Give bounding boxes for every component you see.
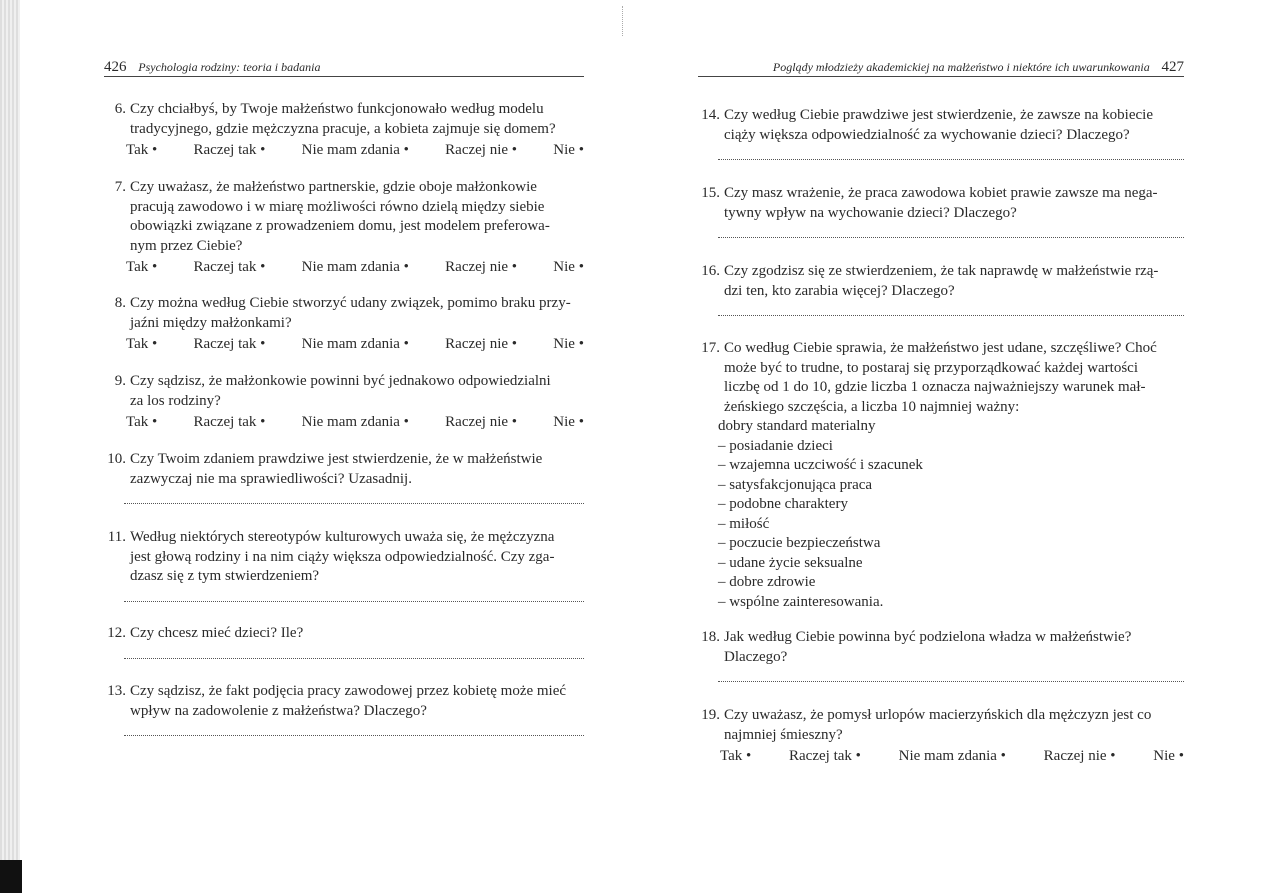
answer-line[interactable] <box>124 601 584 602</box>
question-text: najmniej śmieszny? <box>724 726 843 743</box>
answer-scale <box>104 258 584 278</box>
answer-option[interactable]: Nie mam zdania • <box>301 142 409 158</box>
answer-option[interactable]: Nie mam zdania • <box>301 414 409 430</box>
question-number: 13. <box>107 683 126 699</box>
running-head-right <box>698 58 1184 77</box>
question-8 <box>104 294 584 355</box>
question-text: jest głową rodziny i na nim ciąży większa odpowiedzialność. Czy zga- <box>130 548 555 565</box>
question-text: Według niektórych stereotypów kulturowych uważa się, że mężczyzna <box>130 529 555 545</box>
running-title: Poglądy młodzieży akademickiej na małżeństwo i niektóre ich uwarunkowania <box>772 60 1150 74</box>
answer-option[interactable]: Tak • <box>126 414 158 430</box>
question-number: 8. <box>114 295 126 311</box>
question-number: 11. <box>107 529 126 545</box>
question-text: Czy uważasz, że pomysł urlopów macierzyńskich dla mężczyzn jest co <box>724 707 1152 723</box>
value-item[interactable]: – podobne charaktery <box>718 496 848 512</box>
question-number: 7. <box>114 179 126 195</box>
question-text: dzi ten, kto zarabia więcej? Dlaczego? <box>724 282 955 299</box>
question-text: tywny wpływ na wychowanie dzieci? Dlaczego? <box>724 204 1017 221</box>
answer-option[interactable]: Raczej tak • <box>193 336 266 352</box>
question-number: 18. <box>701 629 720 645</box>
answer-scale <box>104 141 584 161</box>
question-11 <box>104 528 584 602</box>
question-text: jaźni między małżonkami? <box>130 314 292 331</box>
answer-line[interactable] <box>718 315 1184 316</box>
question-text: Jak według Ciebie powinna być podzielona władza w małżeństwie? <box>724 629 1132 645</box>
question-number: 16. <box>701 263 720 279</box>
answer-option[interactable]: Raczej nie • <box>445 259 518 275</box>
question-17 <box>698 339 1184 612</box>
question-19 <box>698 706 1184 767</box>
answer-option[interactable]: Tak • <box>720 748 752 764</box>
running-head-left <box>104 58 584 77</box>
answer-option[interactable]: Raczej tak • <box>789 748 861 764</box>
question-text: Czy Twoim zdaniem prawdziwe jest stwierdzenie, że w małżeństwie <box>130 451 543 467</box>
question-text: ciąży większa odpowiedzialność za wychowanie dzieci? Dlaczego? <box>724 126 1130 143</box>
question-text: Czy zgodzisz się ze stwierdzeniem, że tak naprawdę w małżeństwie rzą- <box>724 263 1159 279</box>
answer-option[interactable]: Raczej nie • <box>445 414 518 430</box>
answer-option[interactable]: Tak • <box>126 142 158 158</box>
question-text: może być to trudne, to postaraj się przyporządkować każdej wartości <box>724 359 1139 376</box>
answer-option[interactable]: Raczej nie • <box>445 336 518 352</box>
answer-option[interactable]: Nie mam zdania • <box>301 259 409 275</box>
answer-option[interactable]: Nie • <box>553 259 584 275</box>
answer-line[interactable] <box>718 159 1184 160</box>
value-item[interactable]: – wzajemna uczciwość i szacunek <box>718 457 923 473</box>
answer-option[interactable]: Nie mam zdania • <box>898 748 1006 764</box>
value-item[interactable]: – dobre zdrowie <box>718 574 816 590</box>
answer-scale <box>698 747 1184 767</box>
question-text: tradycyjnego, gdzie mężczyzna pracuje, a kobieta zajmuje się domem? <box>130 120 556 137</box>
question-text: Czy chcesz mieć dzieci? Ile? <box>130 625 304 641</box>
question-text: Czy masz wrażenie, że praca zawodowa kobiet prawie zawsze ma nega- <box>724 185 1158 201</box>
question-number: 6. <box>114 101 126 117</box>
answer-line[interactable] <box>718 681 1184 682</box>
page-number: 426 <box>104 59 127 75</box>
answer-line[interactable] <box>718 237 1184 238</box>
answer-line[interactable] <box>124 735 584 736</box>
answer-option[interactable]: Nie mam zdania • <box>301 336 409 352</box>
question-number: 15. <box>701 185 720 201</box>
question-number: 12. <box>107 625 126 641</box>
question-text: dzasz się z tym stwierdzeniem? <box>130 568 320 584</box>
right-page <box>698 0 1184 893</box>
answer-option[interactable]: Nie • <box>553 336 584 352</box>
question-number: 19. <box>701 707 720 723</box>
value-item[interactable]: – udane życie seksualne <box>718 554 863 571</box>
question-10 <box>104 450 584 504</box>
question-text: liczbę od 1 do 10, gdzie liczba 1 oznacza najważniejszy warunek mał- <box>724 379 1146 395</box>
running-title: Psychologia rodziny: teoria i badania <box>138 60 321 74</box>
question-text: Czy sądzisz, że małżonkowie powinni być jednakowo odpowiedzialni <box>130 373 551 389</box>
question-text: Czy można według Ciebie stworzyć udany związek, pomimo braku przy- <box>130 295 571 311</box>
answer-scale <box>104 335 584 355</box>
question-number: 14. <box>701 107 720 123</box>
answer-option[interactable]: Nie • <box>1153 748 1184 764</box>
question-text: Czy według Ciebie prawdziwe jest stwierdzenie, że zawsze na kobiecie <box>724 107 1153 123</box>
question-13 <box>104 682 584 736</box>
answer-option[interactable]: Tak • <box>126 336 158 352</box>
question-7 <box>104 178 584 278</box>
value-item[interactable]: – wspólne zainteresowania. <box>718 593 884 610</box>
value-item[interactable]: – posiadanie dzieci <box>718 437 833 454</box>
question-text: Czy uważasz, że małżeństwo partnerskie, gdzie oboje małżonkowie <box>130 179 537 195</box>
question-15 <box>698 184 1184 238</box>
question-number: 10. <box>107 451 126 467</box>
answer-line[interactable] <box>124 658 584 659</box>
question-text: Czy sądzisz, że fakt podjęcia pracy zawodowej przez kobietę może mieć <box>130 683 567 699</box>
value-item[interactable]: – poczucie bezpieczeństwa <box>718 535 881 551</box>
question-text: obowiązki związane z prowadzeniem domu, jest modelem preferowa- <box>130 218 550 234</box>
question-text: Co według Ciebie sprawia, że małżeństwo jest udane, szczęśliwe? Choć <box>724 340 1157 356</box>
question-16 <box>698 262 1184 316</box>
question-6 <box>104 100 584 161</box>
question-18 <box>698 628 1184 682</box>
value-list <box>698 417 1184 612</box>
question-text: Czy chciałbyś, by Twoje małżeństwo funkcjonowało według modelu <box>130 101 544 117</box>
question-text: za los rodziny? <box>130 392 221 409</box>
answer-scale <box>104 413 584 433</box>
question-12 <box>104 624 584 659</box>
question-text: żeńskiego szczęścia, a liczba 10 najmniej ważny: <box>724 398 1020 415</box>
answer-option[interactable]: Raczej tak • <box>193 142 266 158</box>
question-14 <box>698 106 1184 160</box>
question-number: 9. <box>114 373 126 389</box>
answer-option[interactable]: Nie • <box>553 414 584 430</box>
question-text: wpływ na zadowolenie z małżeństwa? Dlaczego? <box>130 702 427 719</box>
question-text: nym przez Ciebie? <box>130 237 243 254</box>
gutter-mark <box>622 6 625 36</box>
question-number: 17. <box>701 340 720 356</box>
scan-edge-shadow <box>0 860 22 893</box>
answer-option[interactable]: Nie • <box>553 142 584 158</box>
answer-line[interactable] <box>124 503 584 504</box>
question-text: pracują zawodowo i w miarę możliwości równo dzielą między siebie <box>130 198 545 215</box>
value-item[interactable]: – satysfakcjonująca praca <box>718 476 873 493</box>
book-binding-shadow <box>0 0 20 893</box>
answer-option[interactable]: Raczej nie • <box>1043 748 1116 764</box>
page-number: 427 <box>1161 59 1184 75</box>
question-text: zazwyczaj nie ma sprawiedliwości? Uzasadnij. <box>130 470 412 487</box>
question-9 <box>104 372 584 433</box>
value-item[interactable]: – miłość <box>718 515 770 532</box>
answer-option[interactable]: Raczej tak • <box>193 414 266 430</box>
value-item[interactable]: dobry standard materialny <box>718 418 876 434</box>
left-page <box>104 0 584 893</box>
answer-option[interactable]: Raczej tak • <box>193 259 266 275</box>
answer-option[interactable]: Tak • <box>126 259 158 275</box>
answer-option[interactable]: Raczej nie • <box>445 142 518 158</box>
question-text: Dlaczego? <box>724 648 788 665</box>
